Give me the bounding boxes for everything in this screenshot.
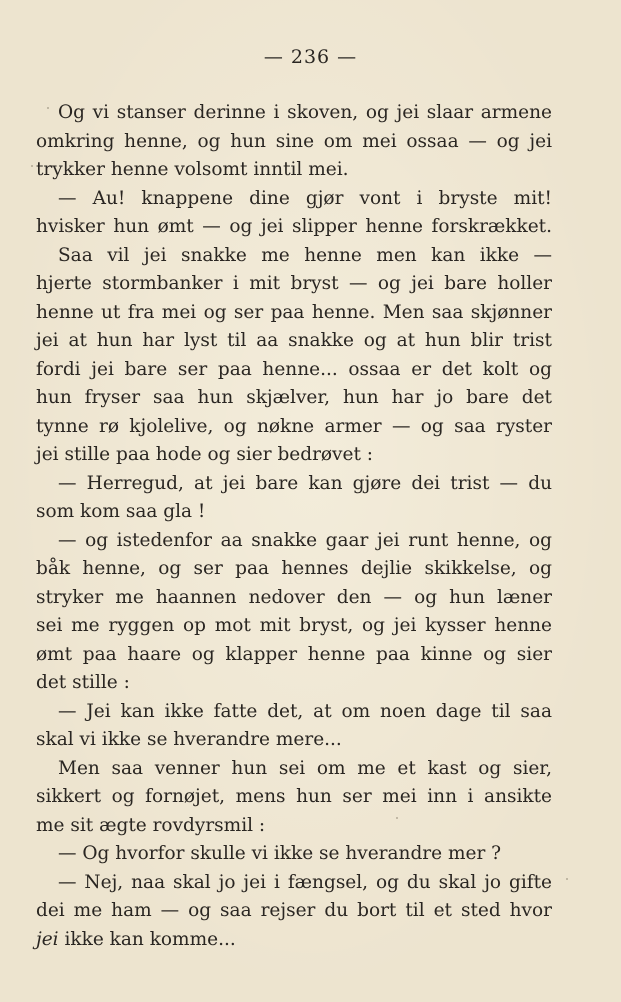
- paper-speck: [31, 165, 33, 167]
- paper-speck: [396, 817, 398, 819]
- text-line: — og istedenfor aa snakke gaar jei runt henne, og: [58, 529, 552, 551]
- text-line: — Au! knappene dine gjør vont i bryste mit!: [58, 187, 552, 209]
- paper-speck: [47, 107, 49, 109]
- text-line: hun fryser saa hun skjælver, hun har jo bare det: [36, 387, 552, 408]
- paper-speck: [566, 878, 568, 880]
- text-line: jei stille paa hode og sier bedrøvet :: [36, 444, 374, 465]
- text-line-final: [36, 926, 552, 955]
- text-line: sei me ryggen op mot mit bryst, og jei kysser henne: [36, 615, 552, 636]
- final-line-rest: ikke kan komme...: [58, 928, 236, 950]
- text-line: Og vi stanser derinne i skoven, og jei slaar armene: [58, 102, 552, 123]
- text-line: som kom saa gla !: [36, 501, 206, 522]
- text-line: omkring henne, og hun sine om mei ossaa — og jei: [36, 130, 552, 152]
- text-line: — Herregud, at jei bare kan gjøre dei trist — du: [58, 472, 552, 494]
- italic-word: jei: [36, 928, 59, 950]
- text-line: skal vi ikke se hverandre mere...: [36, 729, 342, 750]
- text-line: Men saa venner hun sei om me et kast og sier,: [58, 757, 552, 779]
- text-line: båk henne, og ser paa hennes dejlie skikkelse, og: [36, 558, 552, 579]
- text-line: fordi jei bare ser paa henne... ossaa er det kolt og: [36, 358, 552, 380]
- text-line: sikkert og fornøjet, mens hun ser mei inn i ansikte: [36, 786, 552, 807]
- text-line: stryker me haannen nedover den — og hun læner: [36, 586, 552, 608]
- text-line: — Og hvorfor skulle vi ikke se hverandre mer ?: [58, 843, 502, 864]
- body-text: [36, 99, 552, 954]
- text-line: — Nej, naa skal jo jei i fængsel, og du skal jo gifte: [58, 871, 552, 893]
- page-number: — 236 —: [263, 46, 358, 68]
- text-line: henne ut fra mei og ser paa henne. Men saa skjønner: [36, 301, 552, 323]
- text-line: me sit ægte rovdyrsmil :: [36, 814, 266, 836]
- text-line: hvisker hun ømt — og jei slipper henne forskrækket.: [36, 216, 552, 237]
- text-line: trykker henne volsomt inntil mei.: [36, 159, 349, 180]
- text-line: — Jei kan ikke fatte det, at om noen dage til saa: [58, 700, 552, 722]
- text-line: jei at hun har lyst til aa snakke og at hun blir trist: [36, 330, 552, 351]
- text-line: dei me ham — og saa rejser du bort til et sted hvor: [36, 900, 552, 921]
- text-line: Saa vil jei snakke me henne men kan ikke —: [58, 244, 552, 266]
- text-line: hjerte stormbanker i mit bryst — og jei bare holler: [36, 273, 552, 294]
- text-line: det stille :: [36, 672, 130, 693]
- text-line: tynne rø kjolelive, og nøkne armer — og saa ryster: [36, 415, 552, 437]
- text-line: ømt paa haare og klapper henne paa kinne og sier: [36, 643, 552, 665]
